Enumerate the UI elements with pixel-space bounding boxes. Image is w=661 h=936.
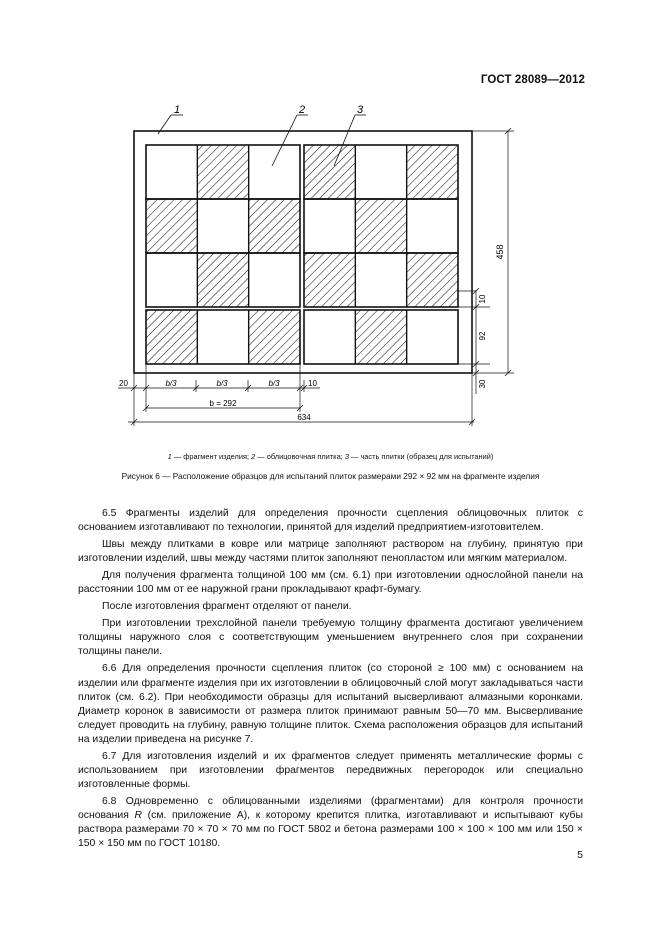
callout-2: 2 [299, 104, 306, 116]
dim-b3-c: b/3 [268, 379, 280, 388]
tile-grid [146, 145, 458, 364]
dim-gap-ten-bottom: 10 [308, 379, 317, 388]
paragraph-separation: После изготовления фрагмент отделяют от панели. [102, 601, 352, 613]
hatched-sample-part [407, 145, 458, 199]
hatched-sample-part [407, 253, 458, 307]
hatched-sample-part [304, 145, 355, 199]
document-header: ГОСТ 28089—2012 [480, 74, 585, 86]
page-number: 5 [577, 849, 583, 861]
legend-dash-1: — [173, 452, 182, 461]
callout-3: 3 [357, 104, 364, 116]
paragraph-6-8 [78, 795, 583, 851]
paragraph-single-layer: Для получения фрагмента толщиной 100 мм (см. 6.1) при изготовлении однослойной панели на расстоянии 100 мм от ее наружной грани прокладывают крафт-бумагу. [78, 570, 583, 596]
paragraph-6-8-start: 6.8 Одновременно с облицованными изделиями (фрагментами) для контроля прочности основания [78, 795, 583, 821]
paragraph-6-6: 6.6 Для определения прочности сцепления плиток (со стороной ≥ 100 мм) с основанием на изделии или фрагменте изделия при их изготовлении в облицовочный слой могут закладываться части плиток (см. 6.2). При необходимости образцы для испытаний высверливают алмазными коронками. Диаметр коронок в зависимости от размера плиток принимают равным 50—70 мм. Высверливание следует проводить на глубину, равную толщине плиток. Схема расположения образцов для испытаний на изделии приведена на рисунке 7. [78, 663, 583, 745]
hatched-sample-part [197, 253, 248, 307]
hatched-sample-part [197, 145, 248, 199]
legend-dash-3: — [351, 452, 359, 461]
legend-num-2: 2 [251, 452, 256, 461]
paragraph-6-7: 6.7 Для изготовления изделий и их фрагментов следует применять металлические формы с использованием при изготовлении фрагментов передвижных перегородок или специально изготовленные формы. [78, 750, 583, 790]
hatched-sample-part [355, 310, 406, 364]
figure-legend [0, 452, 661, 461]
dim-edge-thirty: 30 [478, 379, 487, 389]
hatched-sample-part [146, 310, 197, 364]
legend-text-2: облицовочная плитка; [266, 452, 343, 461]
hatched-sample-part [304, 253, 355, 307]
paragraph-6-8-end: (см. приложение А), к которому крепится плитка, изготавливают и испытывают кубы раствора размерами 70 × 70 × 70 мм по ГОСТ 5802 и бетона размерами 100 × 100 × 100 мм или 150 × 150 × 150 мм по ГОСТ 10180. [78, 809, 583, 850]
legend-dash-2: — [257, 452, 265, 461]
body-text [78, 507, 583, 851]
legend-num-1: 1 [167, 452, 172, 461]
paragraph-seams: Швы между плитками в ковре или матрице заполняют раствором на глубину, принятую при изготовлении изделий, швы между частями плиток заполняют пенопластом или мягким материалом. [78, 539, 583, 565]
variable-r: R [134, 809, 143, 821]
dim-b3-a: b/3 [165, 379, 177, 388]
legend-text-3: часть плитки (образец для испытаний) [360, 452, 494, 461]
paragraph-6-5: 6.5 Фрагменты изделий для определения прочности сцепления облицовочных плиток с основанием изготавливают по технологии, принятой для изделий предприятием-изготовителем. [78, 508, 583, 534]
dim-gap-ten-right: 10 [478, 294, 487, 304]
callout-1: 1 [174, 104, 181, 116]
dim-width-total: 634 [297, 413, 311, 422]
dim-b: b = 292 [209, 399, 237, 408]
hatched-sample-part [146, 199, 197, 253]
dim-edge-twenty: 20 [119, 379, 128, 388]
paragraph-three-layer: При изготовлении трехслойной панели требуемую толщину фрагмента достигают увеличением толщины наружного слоя с соответствующим уменьшением внутреннего слоя при сохранении толщины панели. [78, 618, 583, 658]
hatched-sample-part [249, 199, 300, 253]
legend-text-1: фрагмент изделия; [183, 452, 250, 461]
dim-b3-b: b/3 [216, 379, 228, 388]
hatched-sample-part [249, 310, 300, 364]
legend-num-3: 3 [344, 452, 349, 461]
figure-caption: Рисунок 6 — Расположение образцов для испытаний плиток размерами 292 × 92 мм на фрагменте изделия [121, 471, 540, 481]
dim-tile-height: 92 [478, 331, 487, 341]
dim-height-total: 458 [495, 244, 505, 260]
figure-6-tile-layout [0, 0, 661, 440]
hatched-sample-part [355, 199, 406, 253]
